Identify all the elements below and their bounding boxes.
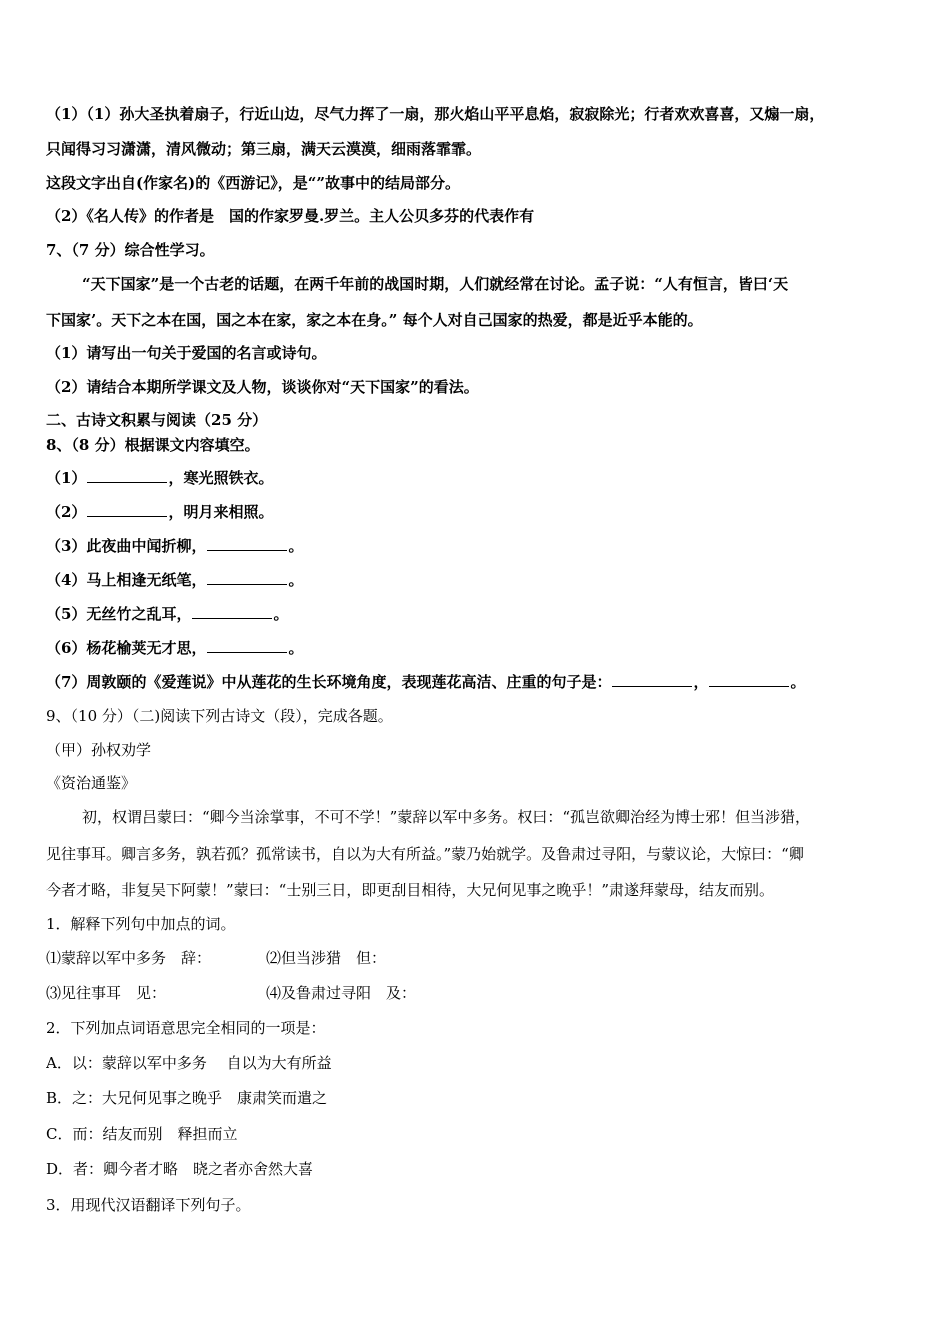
passage-line: “天下国家”是一个古老的话题，在两千年前的战国时期，人们就经常在讨论。孟子说：“人有恒言，皆曰‘天	[82, 275, 789, 293]
passage-line: 只闻得习习潇潇，清风微动；第三扇，满天云漠漠，细雨落霏霏。	[46, 140, 482, 158]
answer-blank[interactable]	[207, 638, 287, 653]
sub-question: （2）请结合本期所学课文及人物，谈谈你对“天下国家”的看法。	[46, 378, 479, 396]
fill-blank-item: （7）周敦颐的《爱莲说》中从莲花的生长环境角度，表现莲花高洁、庄重的句子是： ， 。	[46, 673, 806, 691]
answer-blank[interactable]	[207, 536, 287, 551]
question-7-title: 7、（7 分）综合性学习。	[46, 241, 215, 259]
fill-blank-item: （1） ，寒光照铁衣。	[46, 469, 274, 487]
answer-blank[interactable]	[709, 672, 789, 687]
option-b: B．之：大兄何见事之晚乎 康肃笑而遣之	[46, 1089, 328, 1107]
passage-line: 下国家’。天下之本在国，国之本在家，家之本在身。” 每个人对自己国家的热爱，都是近乎本能的。	[46, 311, 703, 329]
fill-blank-item: （6）杨花榆荚无才思， 。	[46, 639, 304, 657]
answer-blank[interactable]	[87, 468, 167, 483]
sub-question: （1）请写出一句关于爱国的名言或诗句。	[46, 344, 327, 362]
answer-blank[interactable]	[207, 570, 287, 585]
sub-question: 2．下列加点词语意思完全相同的一项是：	[46, 1019, 326, 1037]
answer-blank[interactable]	[87, 502, 167, 517]
fill-blank-item: （5）无丝竹之乱耳， 。	[46, 605, 289, 623]
sub-question: 1．解释下列句中加点的词。	[46, 915, 236, 933]
answer-blank[interactable]	[192, 604, 272, 619]
word-explain-row: ⑴蒙辞以军中多务 辞： ⑵但当涉猎 但：	[46, 949, 387, 967]
word-explain-row: ⑶见往事耳 见： ⑷及鲁肃过寻阳 及：	[46, 984, 417, 1002]
answer-blank[interactable]	[612, 672, 692, 687]
fill-blank-item: （3）此夜曲中闻折柳， 。	[46, 537, 304, 555]
passage-line: 初，权谓吕蒙曰：“卿今当涂掌事，不可不学！”蒙辞以军中多务。权曰：“孤岂欲卿治经为博士邪！但当涉猎，	[82, 808, 811, 826]
question-line: （2）《名人传》的作者是 国的作家罗曼.罗兰。主人公贝多芬的代表作有	[46, 207, 535, 225]
option-a: A．以：蒙辞以军中多务 自以为大有所益	[46, 1054, 332, 1072]
passage-line: 见往事耳。卿言多务，孰若孤？孤常读书，自以为大有所益。”蒙乃始就学。及鲁肃过寻阳，与蒙议论，大惊曰：“卿	[46, 845, 804, 863]
option-c: C．而：结友而别 释担而立	[46, 1125, 238, 1143]
passage-line: （1）（1）孙大圣执着扇子，行近山边，尽气力挥了一扇，那火焰山平平息焰，寂寂除光；行者欢欢喜喜，又煽一扇，	[46, 105, 825, 123]
sub-question: 3．用现代汉语翻译下列句子。	[46, 1196, 251, 1214]
passage-line: 今者才略，非复吴下阿蒙！”蒙曰：“士别三日，即更刮目相待，大兄何见事之晚乎！”肃遂拜蒙母，结友而别。	[46, 881, 775, 899]
section-heading: 二、古诗文积累与阅读（25 分）	[46, 411, 268, 429]
question-9-title: 9、（10 分）（二)阅读下列古诗文（段），完成各题。	[46, 707, 393, 725]
fill-blank-item: （4）马上相逢无纸笔， 。	[46, 571, 304, 589]
question-line: 这段文字出自(作家名)的《西游记》，是“”故事中的结局部分。	[46, 174, 460, 192]
passage-title: （甲）孙权劝学	[46, 741, 152, 759]
question-8-title: 8、（8 分）根据课文内容填空。	[46, 436, 260, 454]
fill-blank-item: （2） ，明月来相照。	[46, 503, 274, 521]
option-d: D．者：卿今者才略 晓之者亦舍然大喜	[46, 1160, 314, 1178]
passage-source: 《资治通鉴》	[46, 774, 137, 792]
